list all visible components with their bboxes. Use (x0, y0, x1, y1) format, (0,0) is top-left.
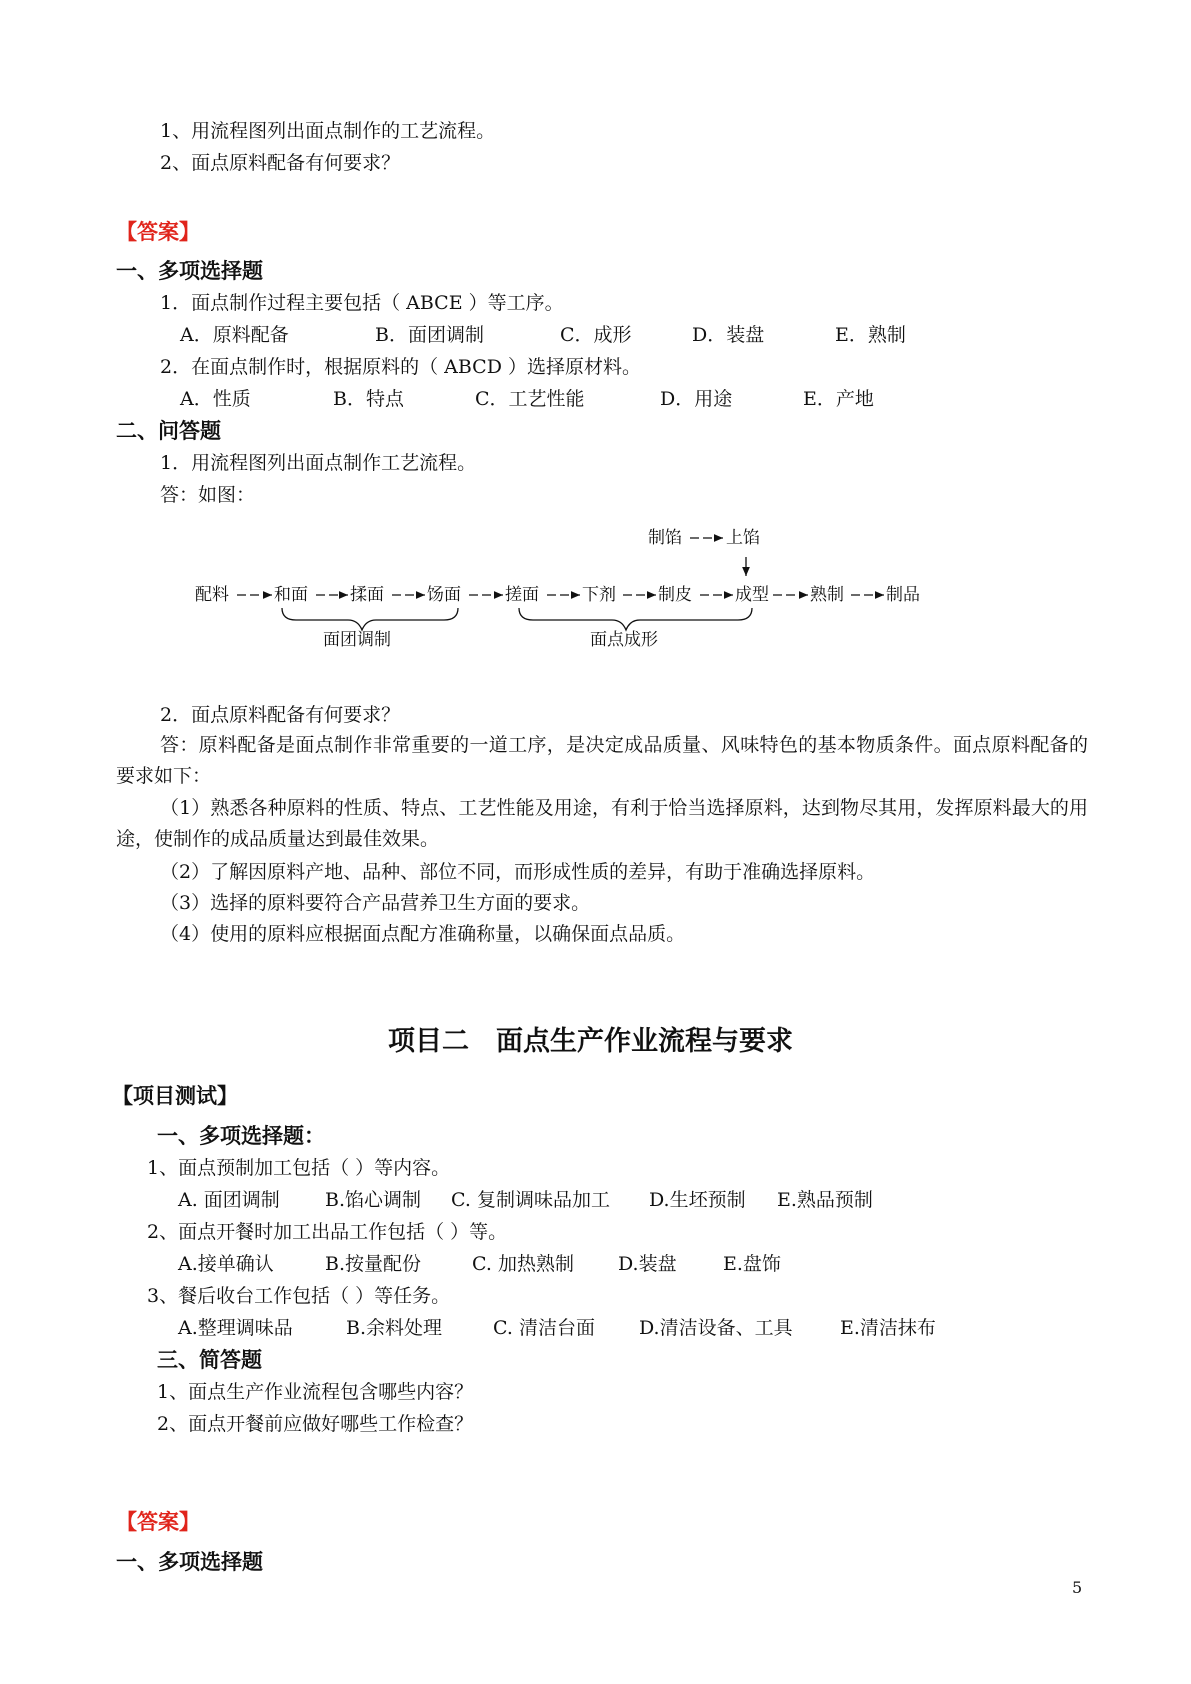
question-2: 2．在面点制作时，根据原料的（ ABCD ）选择原材料。 (160, 356, 641, 378)
option-a: A.接单确认 (178, 1253, 274, 1275)
project-title: 项目二 面点生产作业流程与要求 (388, 1026, 793, 1057)
test-section-multiple-choice: 一、多项选择题： (157, 1123, 325, 1148)
option-d: D．装盘 (692, 324, 765, 346)
option-b: B.按量配份 (325, 1253, 422, 1275)
answer-point-4: （4）使用的原料应根据面点配方准确称量，以确保面点品质。 (160, 923, 686, 945)
option-e: E．熟制 (835, 324, 906, 346)
option-e: E.熟品预制 (777, 1189, 873, 1211)
option-b: B.馅心调制 (325, 1189, 422, 1211)
top-question-2: 2、面点原料配备有何要求？ (160, 152, 401, 174)
qa-answer-2: 答：原料配备是面点制作非常重要的一道工序，是决定成品质量、风味特色的基本物质条件。面点原料配备的要求如下： (116, 734, 1088, 787)
option-b: B．特点 (333, 388, 404, 410)
section-heading-qa: 二、问答题 (116, 418, 221, 443)
flow-step: 制品 (886, 585, 920, 605)
option-d: D.生坯预制 (649, 1189, 746, 1211)
answer-point-1: （1）熟悉各种原料的性质、特点、工艺性能及用途，有利于恰当选择原料，达到物尽其用，发挥原料最大的用途，使制作的成品质量达到最佳效果。 (116, 797, 1088, 850)
option-c: C. 清洁台面 (493, 1317, 595, 1339)
test-question-3: 3、餐后收台工作包括（ ）等任务。 (147, 1285, 451, 1307)
option-b: B．面团调制 (375, 324, 484, 346)
short-question-1: 1、面点生产作业流程包含哪些内容？ (157, 1381, 474, 1403)
option-e: E.清洁抹布 (840, 1317, 936, 1339)
option-c: C. 加热熟制 (472, 1253, 574, 1275)
flow-group-label: 面点成形 (590, 630, 658, 650)
qa-answer-lead: 答：如图： (160, 484, 256, 506)
flow-step: 揉面 (350, 585, 384, 605)
flow-group-label: 面团调制 (323, 630, 391, 650)
page-number: 5 (1072, 1578, 1083, 1597)
answer-point-2: （2）了解因原料产地、品种、部位不同，而形成性质的差异，有助于准确选择原料。 (160, 861, 876, 883)
flow-step: 和面 (274, 585, 308, 605)
flow-side-step: 上馅 (726, 528, 760, 548)
flow-step: 制皮 (658, 585, 692, 605)
qa-question-1: 1．用流程图列出面点制作工艺流程。 (160, 452, 477, 474)
option-c: C．成形 (560, 324, 632, 346)
flow-step: 下剂 (582, 585, 616, 605)
flow-step: 配料 (195, 585, 229, 605)
section-heading-multiple-choice-2: 一、多项选择题 (116, 1549, 263, 1574)
option-a: A.整理调味品 (178, 1317, 293, 1339)
answer-point-3: （3）选择的原料要符合产品营养卫生方面的要求。 (160, 892, 591, 914)
option-b: B.余料处理 (346, 1317, 443, 1339)
option-d: D.装盘 (618, 1253, 677, 1275)
answer-header: 【答案】 (116, 219, 200, 244)
flow-side-step: 制馅 (648, 528, 682, 548)
qa-question-2: 2．面点原料配备有何要求？ (160, 704, 401, 726)
short-question-2: 2、面点开餐前应做好哪些工作检查？ (157, 1413, 474, 1435)
question-1: 1．面点制作过程主要包括（ ABCE ）等工序。 (160, 292, 564, 314)
option-e: E.盘饰 (723, 1253, 781, 1275)
project-test-header: 【项目测试】 (112, 1083, 238, 1108)
option-c: C．工艺性能 (475, 388, 585, 410)
answer-header-2: 【答案】 (116, 1509, 200, 1534)
test-section-short-answer: 三、简答题 (157, 1347, 262, 1372)
test-question-1: 1、面点预制加工包括（ ）等内容。 (147, 1157, 451, 1179)
option-a: A. 面团调制 (178, 1189, 280, 1211)
option-d: D．用途 (660, 388, 733, 410)
test-question-2: 2、面点开餐时加工出品工作包括（ ）等。 (147, 1221, 508, 1243)
option-a: A．性质 (180, 388, 251, 410)
option-d: D.清洁设备、工具 (639, 1317, 793, 1339)
section-heading-multiple-choice: 一、多项选择题 (116, 258, 263, 283)
top-question-1: 1、用流程图列出面点制作的工艺流程。 (160, 120, 496, 142)
flow-step: 成型 (735, 585, 769, 605)
flow-step: 搓面 (505, 585, 539, 605)
option-c: C. 复制调味品加工 (451, 1189, 610, 1211)
option-e: E．产地 (803, 388, 874, 410)
flow-step: 饧面 (427, 585, 461, 605)
option-a: A．原料配备 (180, 324, 289, 346)
flow-step: 熟制 (810, 585, 844, 605)
